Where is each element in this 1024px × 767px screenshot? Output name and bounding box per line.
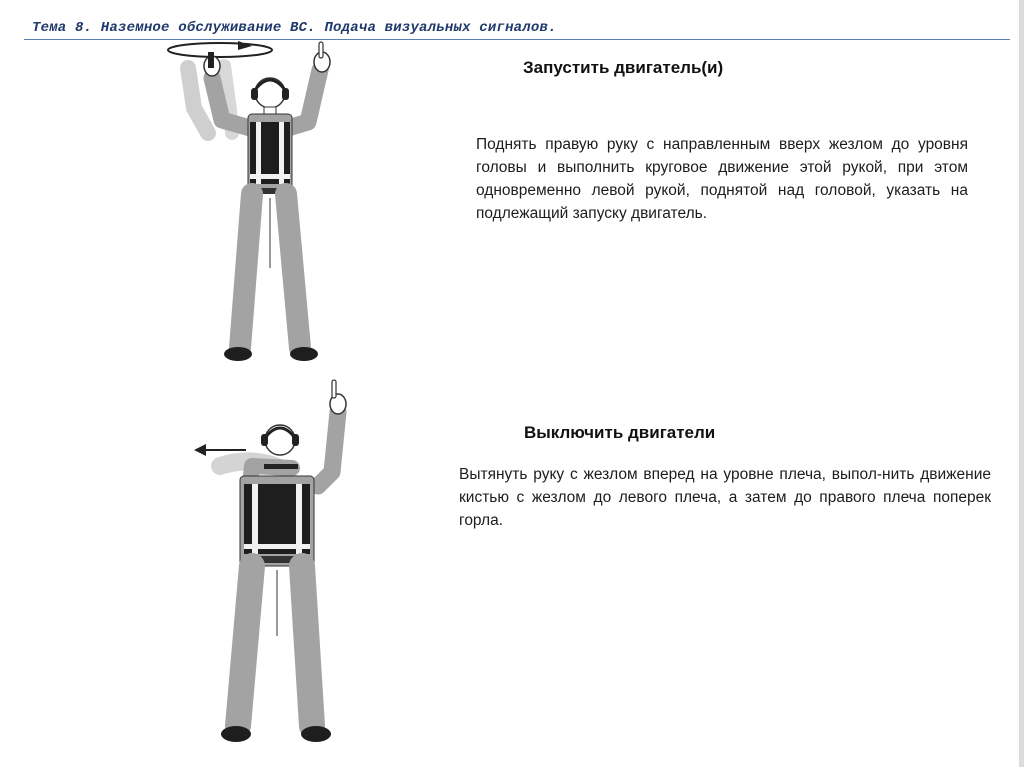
signal-title-start-engine: Запустить двигатель(и) <box>523 58 724 77</box>
circular-motion-arrow-icon <box>168 41 272 57</box>
slide-edge <box>1019 0 1024 767</box>
signal-title-shutdown-engines: Выключить двигатели <box>524 423 716 442</box>
shutdown-engine-illustration <box>180 376 380 756</box>
start-engine-illustration <box>160 38 360 368</box>
signal-description-start-engine: Поднять правую руку с направленным вверх жезлом до уровня головы и выполнить круговое движение этой рукой, при этом одновременно левой рукой, поднятой над головой, указать на подлежащий запуску двигатель. <box>476 136 968 222</box>
page-title: Тема 8. Наземное обслуживание ВС. Подача визуальных сигналов. <box>32 20 557 36</box>
signal-description-shutdown-engines: Вытянуть руку с жезлом вперед на уровне плеча, выпол-нить движение кистью с жезлом до левого плеча, а затем до правого плеча поперек горла. <box>459 466 991 529</box>
